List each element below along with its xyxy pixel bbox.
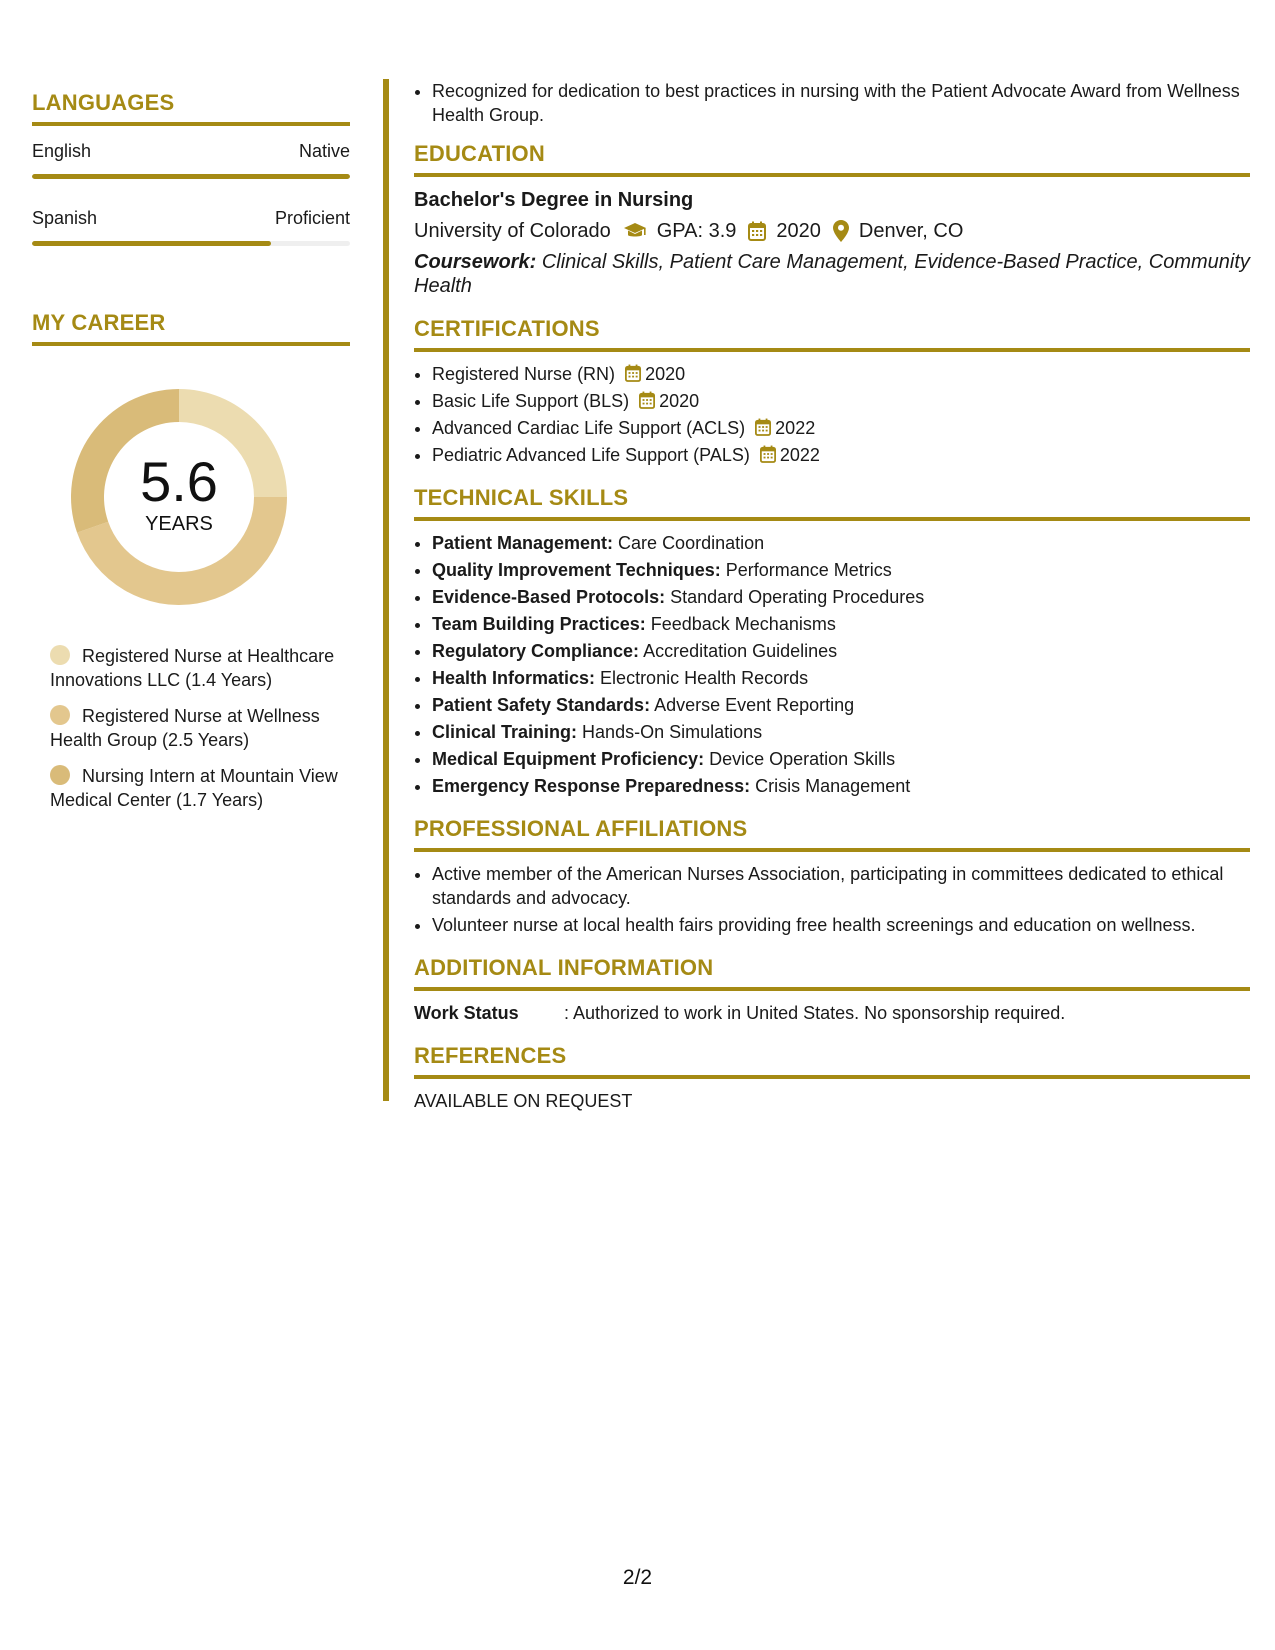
legend-label: Nursing Intern at Mountain View Medical Center (1.7 Years)	[50, 766, 338, 810]
right-column	[414, 79, 1250, 1113]
language-item-english	[32, 140, 350, 179]
legend-dot	[50, 705, 70, 725]
affiliations-heading: PROFESSIONAL AFFILIATIONS	[414, 816, 1250, 852]
skill-value: Standard Operating Procedures	[670, 587, 925, 607]
left-column	[32, 90, 350, 824]
certification-year: 2020	[645, 364, 686, 384]
career-donut-chart	[66, 384, 292, 610]
education-gpa: GPA: 3.9	[656, 220, 737, 242]
skill-value: Feedback Mechanisms	[650, 614, 836, 634]
coursework-label: Coursework:	[414, 251, 537, 273]
certification-item	[432, 443, 1250, 467]
skill-label: Emergency Response Preparedness:	[432, 776, 751, 796]
skill-label: Quality Improvement Techniques:	[432, 560, 721, 580]
column-divider	[383, 79, 389, 1101]
experience-bullets	[414, 79, 1250, 127]
certifications-heading: CERTIFICATIONS	[414, 316, 1250, 352]
skill-item	[432, 639, 1250, 663]
language-proficiency-fill	[32, 241, 271, 246]
language-item-spanish	[32, 207, 350, 246]
skill-item	[432, 774, 1250, 798]
career-heading: MY CAREER	[32, 310, 350, 346]
education-location: Denver, CO	[858, 220, 964, 242]
certification-year: 2022	[779, 445, 820, 465]
language-proficiency-bar	[32, 174, 350, 179]
legend-label: Registered Nurse at Wellness Health Group (2.5 Years)	[50, 706, 320, 750]
technical-skills-list	[414, 531, 1250, 798]
calendar-icon	[760, 445, 776, 463]
legend-dot	[50, 645, 70, 665]
career-total-unit: YEARS	[145, 512, 213, 535]
certifications-list	[414, 362, 1250, 467]
skill-label: Team Building Practices:	[432, 614, 646, 634]
references-heading: REFERENCES	[414, 1043, 1250, 1079]
skill-label: Clinical Training:	[432, 722, 578, 742]
skill-value: Performance Metrics	[725, 560, 892, 580]
affiliations-section	[414, 816, 1250, 937]
legend-dot	[50, 765, 70, 785]
calendar-icon	[625, 364, 641, 382]
skill-value: Crisis Management	[755, 776, 911, 796]
affiliations-list	[414, 862, 1250, 937]
certification-item	[432, 416, 1250, 440]
career-legend	[50, 644, 350, 812]
education-coursework	[414, 250, 1250, 298]
calendar-icon	[748, 221, 766, 241]
references-text: AVAILABLE ON REQUEST	[414, 1091, 633, 1111]
affiliation-item: • Volunteer nurse at local health fairs providing free health screenings and education on wellness.	[432, 913, 1250, 937]
skill-label: Health Informatics:	[432, 668, 596, 688]
location-pin-icon	[833, 220, 849, 242]
languages-heading: LANGUAGES	[32, 90, 350, 126]
career-donut-center	[66, 384, 292, 610]
skill-item	[432, 747, 1250, 771]
skill-label: Medical Equipment Proficiency:	[432, 749, 705, 769]
certification-year: 2020	[659, 391, 700, 411]
skill-value: Hands-On Simulations	[582, 722, 763, 742]
skill-label: Patient Management:	[432, 533, 614, 553]
certification-name: Basic Life Support (BLS)	[432, 391, 630, 411]
legend-item	[50, 644, 350, 692]
additional-info-heading: ADDITIONAL INFORMATION	[414, 955, 1250, 991]
education-section	[414, 141, 1250, 298]
certification-year: 2022	[775, 418, 816, 438]
skill-label: Regulatory Compliance:	[432, 641, 640, 661]
calendar-icon	[639, 391, 655, 409]
skill-value: Accreditation Guidelines	[643, 641, 838, 661]
language-level: Native	[298, 141, 350, 161]
certification-item	[432, 389, 1250, 413]
legend-item	[50, 764, 350, 812]
education-school: University of Colorado	[414, 220, 611, 242]
language-name: Spanish	[32, 208, 98, 228]
skill-label: Evidence-Based Protocols:	[432, 587, 666, 607]
language-name: English	[32, 141, 92, 161]
skill-item	[432, 693, 1250, 717]
certification-item	[432, 362, 1250, 386]
skill-value: Electronic Health Records	[600, 668, 809, 688]
work-status-value: : Authorized to work in United States. No sponsorship required.	[564, 1003, 1066, 1023]
certification-name: Advanced Cardiac Life Support (ACLS)	[432, 418, 746, 438]
page-number: 2/2	[622, 1566, 653, 1589]
career-total-years: 5.6	[140, 449, 218, 513]
coursework-list: Clinical Skills, Patient Care Management, Evidence-Based Practice, Community Health	[414, 251, 1250, 297]
skill-item	[432, 666, 1250, 690]
references-section	[414, 1043, 1250, 1113]
skill-label: Patient Safety Standards:	[432, 695, 651, 715]
additional-info-section	[414, 955, 1250, 1025]
skill-value: Care Coordination	[618, 533, 765, 553]
language-level: Proficient	[274, 208, 350, 228]
language-proficiency-bar	[32, 241, 350, 246]
skill-item	[432, 558, 1250, 582]
legend-item	[50, 704, 350, 752]
experience-bullet: • Recognized for dedication to best practices in nursing with the Patient Advocate Award from Wellness Health Group.	[432, 79, 1250, 127]
graduation-cap-icon	[623, 222, 647, 240]
skill-item	[432, 531, 1250, 555]
certifications-section	[414, 316, 1250, 467]
certification-name: Pediatric Advanced Life Support (PALS)	[432, 445, 750, 465]
skill-value: Device Operation Skills	[709, 749, 896, 769]
technical-skills-heading: TECHNICAL SKILLS	[414, 485, 1250, 521]
work-status-label: Work Status	[414, 1003, 519, 1023]
education-degree: Bachelor's Degree in Nursing	[414, 189, 694, 211]
skill-item	[432, 585, 1250, 609]
affiliation-item: • Active member of the American Nurses Association, participating in committees dedicated to ethical standards and advocacy.	[432, 862, 1250, 910]
calendar-icon	[755, 418, 771, 436]
education-year: 2020	[776, 220, 821, 242]
skill-item	[432, 720, 1250, 744]
education-meta	[414, 218, 1250, 244]
language-proficiency-fill	[32, 174, 350, 179]
skill-value: Adverse Event Reporting	[654, 695, 855, 715]
education-heading: EDUCATION	[414, 141, 1250, 177]
work-status-row	[414, 1001, 1250, 1025]
certification-name: Registered Nurse (RN)	[432, 364, 616, 384]
technical-skills-section	[414, 485, 1250, 798]
skill-item	[432, 612, 1250, 636]
legend-label: Registered Nurse at Healthcare Innovations LLC (1.4 Years)	[50, 646, 335, 690]
